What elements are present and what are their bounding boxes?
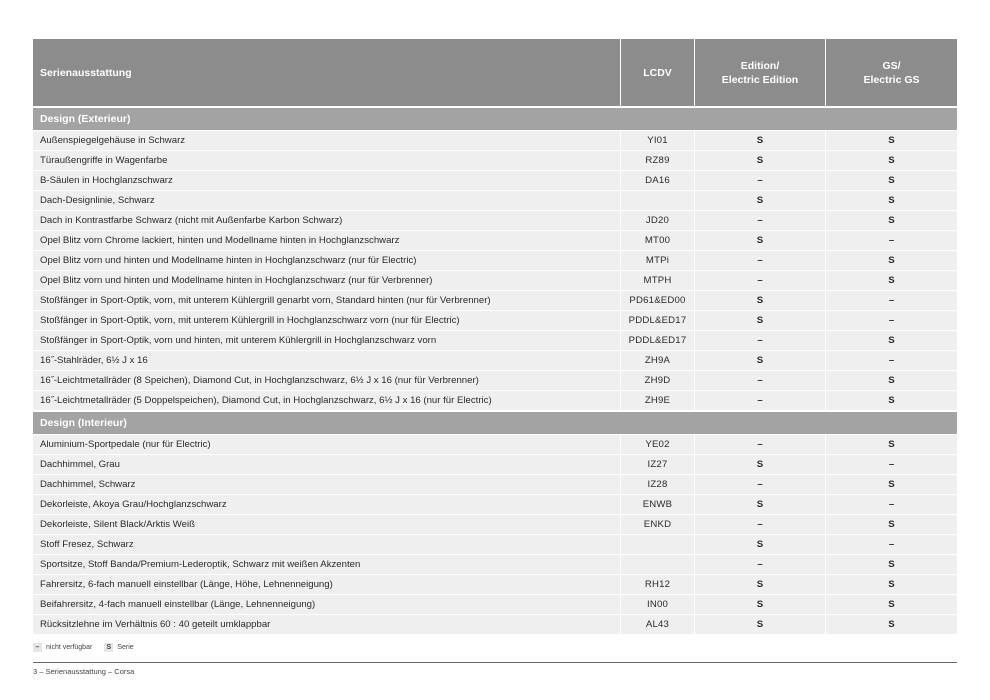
- lcdv-code: IZ27: [621, 455, 695, 474]
- edition-availability: S: [695, 595, 826, 614]
- feature-label: Dach-Designlinie, Schwarz: [33, 191, 621, 210]
- feature-label: Fahrersitz, 6-fach manuell einstellbar (Länge, Höhe, Lehnenneigung): [33, 575, 621, 594]
- edition-availability: S: [695, 311, 826, 330]
- lcdv-code: ZH9E: [621, 391, 695, 410]
- table-row: [33, 191, 957, 210]
- table-row: [33, 311, 957, 330]
- feature-label: 16˝-Stahlräder, 6½ J x 16: [33, 351, 621, 370]
- lcdv-code: IN00: [621, 595, 695, 614]
- edition-availability: –: [695, 211, 826, 230]
- gs-availability: –: [888, 235, 895, 246]
- table-body: [33, 108, 957, 634]
- edition-availability: –: [695, 171, 826, 190]
- gs-availability: S: [888, 135, 895, 146]
- edition-availability: S: [695, 575, 826, 594]
- edition-availability: –: [695, 251, 826, 270]
- edition-availability: S: [695, 351, 826, 370]
- lcdv-code: PDDL&ED17: [621, 331, 695, 350]
- feature-label: Sportsitze, Stoff Banda/Premium-Lederoptik, Schwarz mit weißen Akzenten: [33, 555, 621, 574]
- lcdv-code: RH12: [621, 575, 695, 594]
- feature-label: B-Säulen in Hochglanzschwarz: [33, 171, 621, 190]
- lcdv-code: YI01: [621, 131, 695, 150]
- header-edition-line1: Edition/: [740, 59, 780, 72]
- lcdv-code: YE02: [621, 435, 695, 454]
- feature-label: Dekorleiste, Akoya Grau/Hochglanzschwarz: [33, 495, 621, 514]
- lcdv-code: JD20: [621, 211, 695, 230]
- feature-label: 16˝-Leichtmetallräder (5 Doppelspeichen), Diamond Cut, in Hochglanzschwarz, 6½ J x 16 (nur für Electric): [33, 391, 621, 410]
- lcdv-code: MT00: [621, 231, 695, 250]
- table-row: [33, 555, 957, 574]
- header-lcdv: LCDV: [621, 39, 695, 106]
- edition-availability: S: [695, 191, 826, 210]
- gs-availability: S: [888, 519, 895, 530]
- edition-availability: S: [695, 131, 826, 150]
- feature-label: Dachhimmel, Schwarz: [33, 475, 621, 494]
- legend-dash-symbol: –: [33, 643, 42, 652]
- feature-label: Opel Blitz vorn Chrome lackiert, hinten und Modellname hinten in Hochglanzschwarz: [33, 231, 621, 250]
- section-header: Design (Interieur): [33, 412, 957, 434]
- feature-label: Dachhimmel, Grau: [33, 455, 621, 474]
- edition-availability: –: [695, 515, 826, 534]
- legend-s-text: Serie: [117, 644, 134, 651]
- lcdv-code: ZH9D: [621, 371, 695, 390]
- edition-availability: S: [695, 535, 826, 554]
- feature-label: Stoßfänger in Sport-Optik, vorn, mit unterem Kühlergrill in Hochglanzschwarz vorn (nur für Electric): [33, 311, 621, 330]
- edition-availability: S: [695, 495, 826, 514]
- table-row: [33, 171, 957, 190]
- table-row: [33, 331, 957, 350]
- lcdv-code: ENWB: [621, 495, 695, 514]
- gs-availability: S: [888, 155, 895, 166]
- header-edition-line2: Electric Edition: [721, 73, 799, 86]
- edition-availability: –: [695, 331, 826, 350]
- gs-availability: –: [888, 355, 895, 366]
- legend: [33, 643, 134, 652]
- table-row: [33, 495, 957, 514]
- table-row: [33, 371, 957, 390]
- feature-label: Opel Blitz vorn und hinten und Modellname hinten in Hochglanzschwarz (nur für Verbrenner): [33, 271, 621, 290]
- section-header: Design (Exterieur): [33, 108, 957, 130]
- lcdv-code: [621, 191, 695, 210]
- header-gs: [826, 39, 957, 106]
- feature-label: Beifahrersitz, 4-fach manuell einstellbar (Länge, Lehnenneigung): [33, 595, 621, 614]
- gs-availability: S: [888, 559, 895, 570]
- table-row: [33, 455, 957, 474]
- edition-availability: –: [695, 271, 826, 290]
- feature-label: Dach in Kontrastfarbe Schwarz (nicht mit Außenfarbe Karbon Schwarz): [33, 211, 621, 230]
- gs-availability: –: [888, 315, 895, 326]
- lcdv-code: DA16: [621, 171, 695, 190]
- feature-label: Türaußengriffe in Wagenfarbe: [33, 151, 621, 170]
- gs-availability: S: [888, 395, 895, 406]
- legend-s-symbol: S: [104, 643, 113, 652]
- table-row: [33, 391, 957, 410]
- feature-label: Aluminium-Sportpedale (nur für Electric): [33, 435, 621, 454]
- table-row: [33, 535, 957, 554]
- table-row: [33, 251, 957, 270]
- table-row: [33, 515, 957, 534]
- gs-availability: S: [888, 479, 895, 490]
- lcdv-code: PD61&ED00: [621, 291, 695, 310]
- header-gs-line1: GS/: [882, 59, 901, 72]
- table-header: [33, 39, 957, 106]
- lcdv-code: AL43: [621, 615, 695, 634]
- feature-label: Rücksitzlehne im Verhältnis 60 : 40 geteilt umklappbar: [33, 615, 621, 634]
- feature-label: Opel Blitz vorn und hinten und Modellname hinten in Hochglanzschwarz (nur für Electric): [33, 251, 621, 270]
- feature-label: Stoßfänger in Sport-Optik, vorn und hinten, mit unterem Kühlergrill in Hochglanzschwarz vorn: [33, 331, 621, 350]
- equipment-table: [33, 39, 957, 634]
- header-edition: [695, 39, 826, 106]
- table-row: [33, 575, 957, 594]
- lcdv-code: MTPH: [621, 271, 695, 290]
- feature-label: Außenspiegelgehäuse in Schwarz: [33, 131, 621, 150]
- table-row: [33, 351, 957, 370]
- gs-availability: S: [888, 275, 895, 286]
- lcdv-code: PDDL&ED17: [621, 311, 695, 330]
- edition-availability: –: [695, 391, 826, 410]
- gs-availability: –: [888, 539, 895, 550]
- gs-availability: S: [888, 215, 895, 226]
- gs-availability: S: [888, 195, 895, 206]
- edition-availability: S: [695, 231, 826, 250]
- feature-label: Stoff Fresez, Schwarz: [33, 535, 621, 554]
- gs-availability: S: [888, 579, 895, 590]
- gs-availability: S: [888, 599, 895, 610]
- gs-availability: –: [888, 295, 895, 306]
- table-row: [33, 595, 957, 614]
- edition-availability: S: [695, 455, 826, 474]
- table-row: [33, 151, 957, 170]
- gs-availability: S: [888, 375, 895, 386]
- table-row: [33, 435, 957, 454]
- edition-availability: S: [695, 151, 826, 170]
- header-equipment: Serienausstattung: [33, 39, 621, 106]
- footer-text: 3 – Serienausstattung – Corsa: [33, 667, 135, 676]
- table-row: [33, 475, 957, 494]
- lcdv-code: ENKD: [621, 515, 695, 534]
- lcdv-code: IZ28: [621, 475, 695, 494]
- lcdv-code: [621, 555, 695, 574]
- table-row: [33, 615, 957, 634]
- footer-divider: [33, 662, 957, 663]
- feature-label: 16˝-Leichtmetallräder (8 Speichen), Diamond Cut, in Hochglanzschwarz, 6½ J x 16 (nur für Verbrenner): [33, 371, 621, 390]
- gs-availability: S: [888, 439, 895, 450]
- edition-availability: S: [695, 615, 826, 634]
- gs-availability: S: [888, 619, 895, 630]
- edition-availability: S: [695, 291, 826, 310]
- edition-availability: –: [695, 371, 826, 390]
- edition-availability: –: [695, 435, 826, 454]
- edition-availability: –: [695, 475, 826, 494]
- table-row: [33, 211, 957, 230]
- table-row: [33, 131, 957, 150]
- lcdv-code: ZH9A: [621, 351, 695, 370]
- header-gs-line2: Electric GS: [863, 73, 920, 86]
- feature-label: Stoßfänger in Sport-Optik, vorn, mit unterem Kühlergrill genarbt vorn, Standard hinten (nur für Verbrenner): [33, 291, 621, 310]
- gs-availability: S: [888, 335, 895, 346]
- lcdv-code: [621, 535, 695, 554]
- feature-label: Dekorleiste, Silent Black/Arktis Weiß: [33, 515, 621, 534]
- lcdv-code: RZ89: [621, 151, 695, 170]
- gs-availability: S: [888, 175, 895, 186]
- legend-dash-text: nicht verfügbar: [46, 644, 93, 651]
- lcdv-code: MTPi: [621, 251, 695, 270]
- gs-availability: S: [888, 255, 895, 266]
- edition-availability: –: [695, 555, 826, 574]
- table-row: [33, 231, 957, 250]
- table-row: [33, 271, 957, 290]
- gs-availability: –: [888, 499, 895, 510]
- gs-availability: –: [888, 459, 895, 470]
- table-row: [33, 291, 957, 310]
